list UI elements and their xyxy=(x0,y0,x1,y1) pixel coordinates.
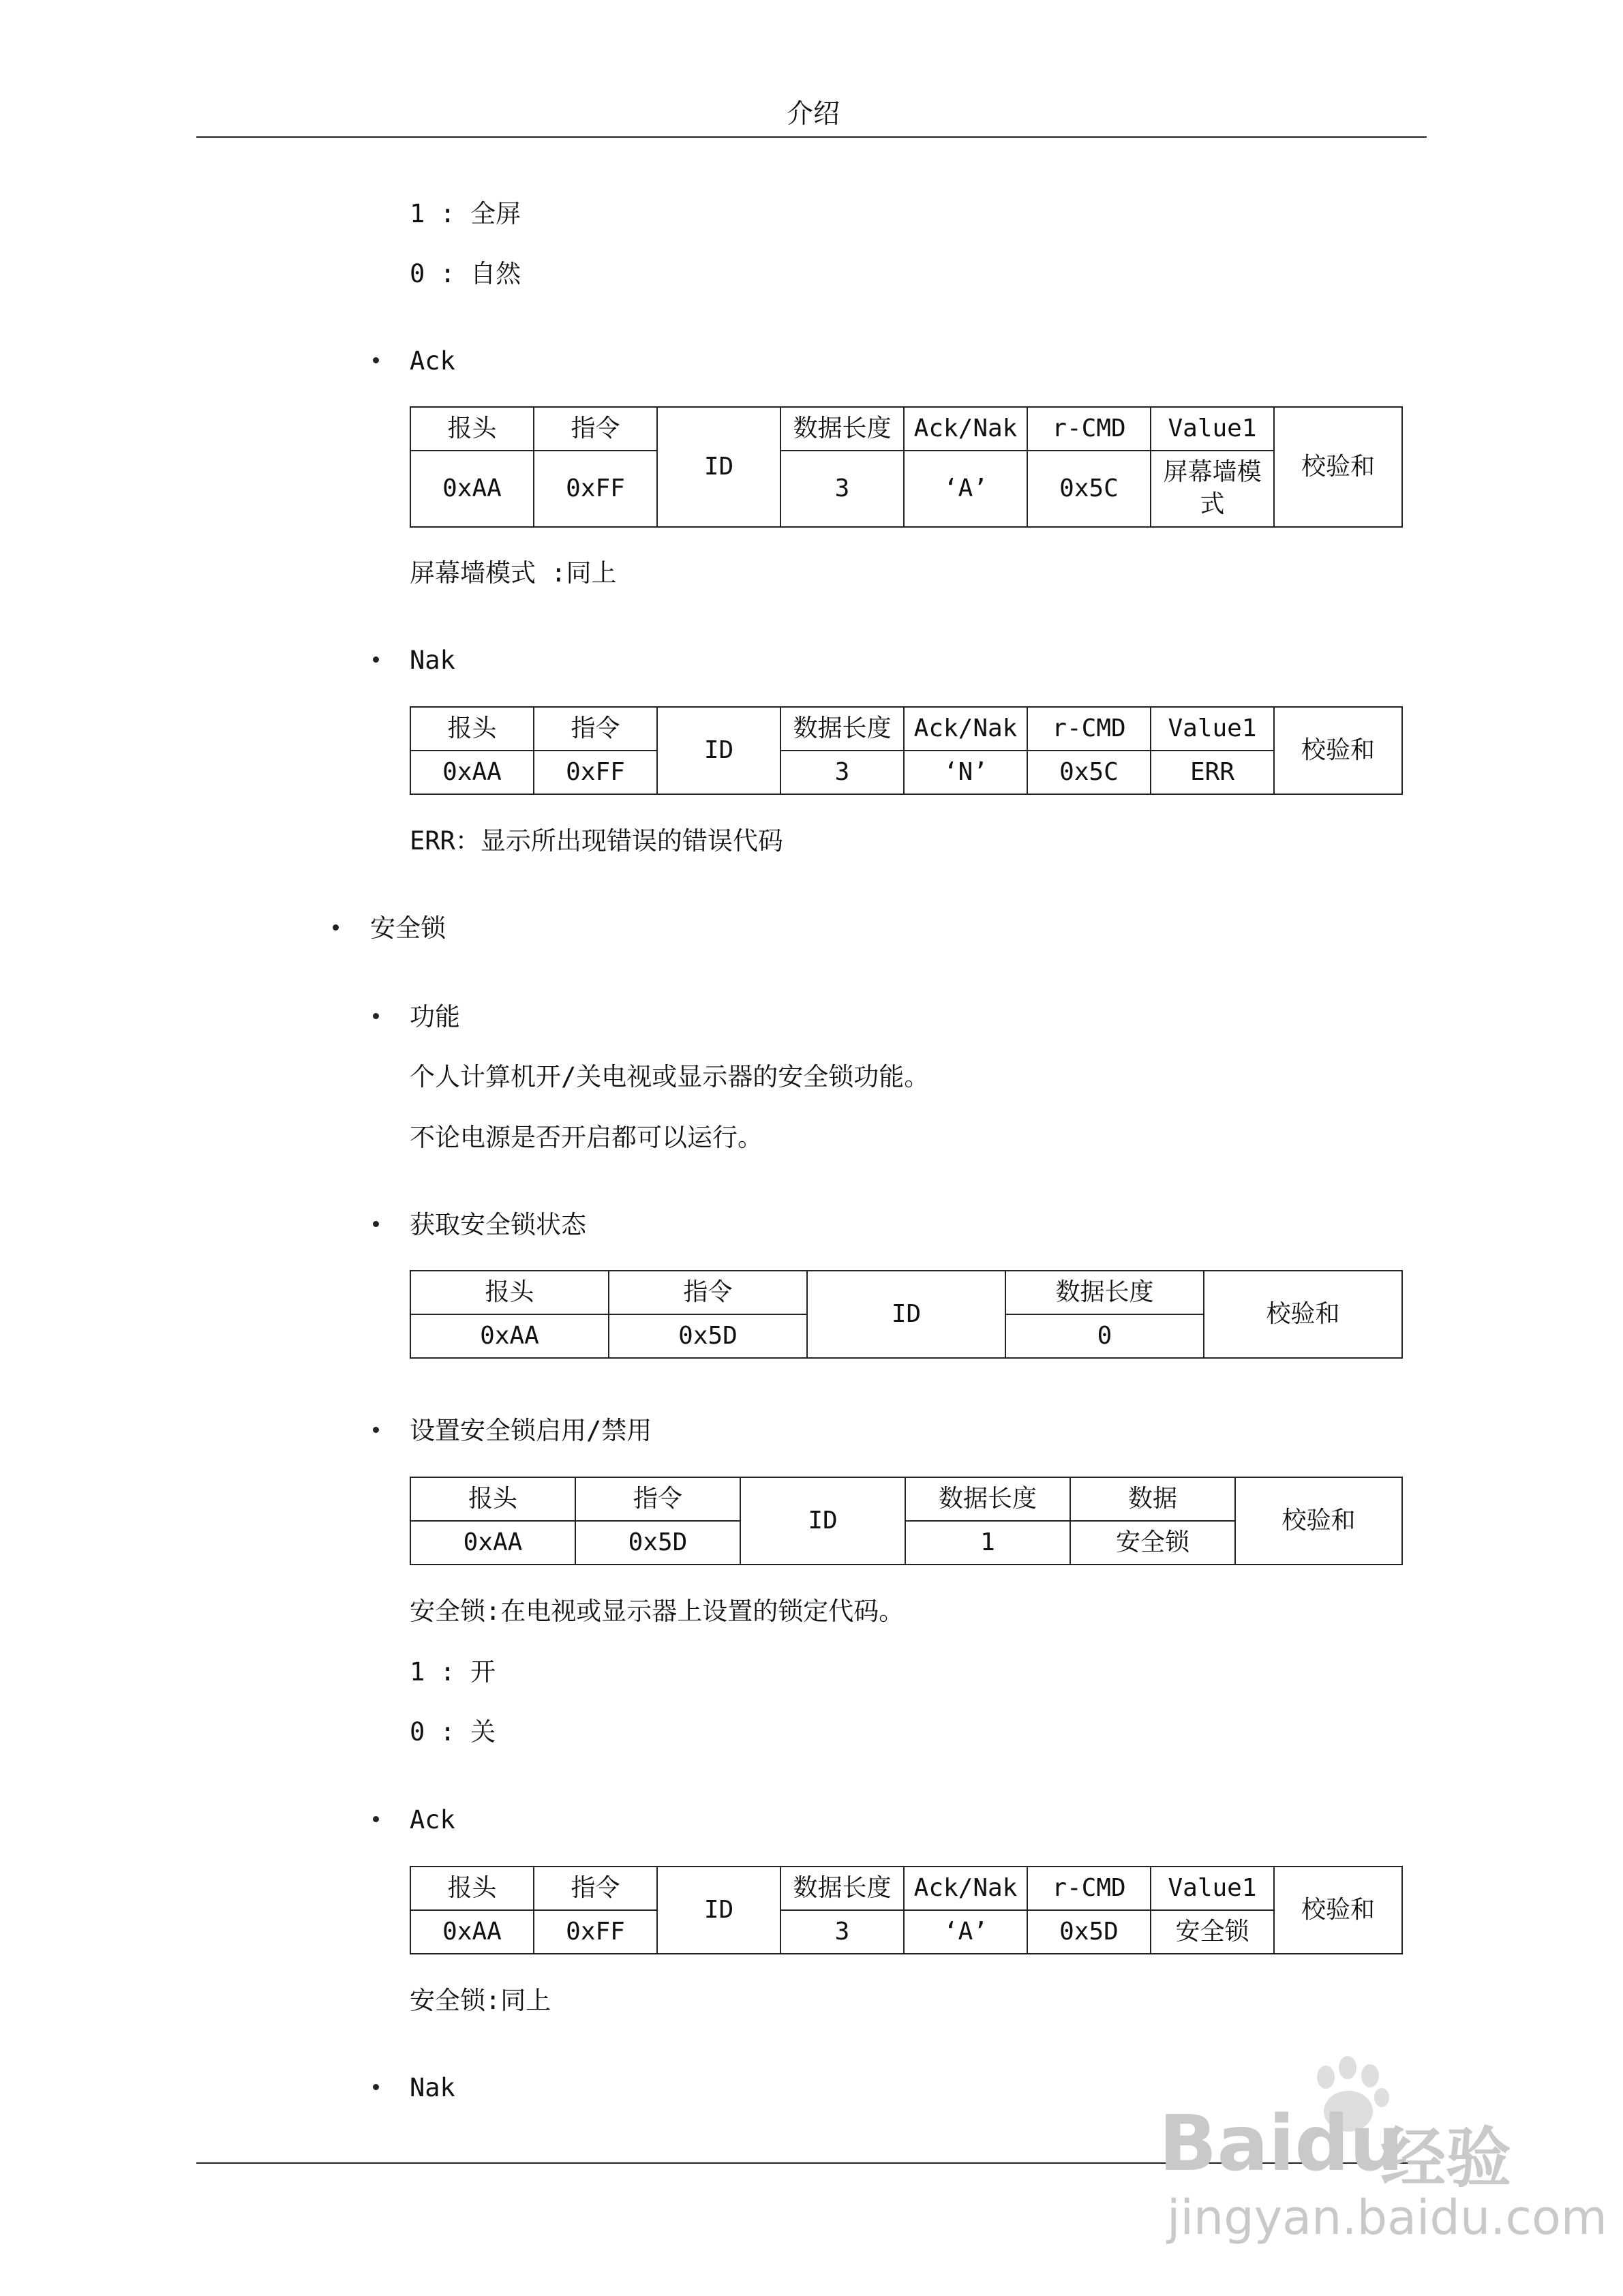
ack-lock-note: 安全锁:同上 xyxy=(410,1986,551,2015)
data-length-cell: 数据长度 xyxy=(905,1477,1070,1521)
nak-wall-table xyxy=(410,706,1403,795)
watermark-url: jingyan.baidu.com xyxy=(1167,2190,1607,2246)
header-value: 0xAA xyxy=(410,751,534,794)
bullet-dot xyxy=(373,1427,379,1433)
id-cell: ID xyxy=(807,1271,1005,1358)
page-header-title: 介绍 xyxy=(787,99,840,130)
header-value: 0xAA xyxy=(410,1521,575,1565)
checksum-cell: 校验和 xyxy=(1274,1867,1402,1954)
nak-wall-note: ERR：显示所出现错误的错误代码 xyxy=(410,826,783,856)
bullet-dot xyxy=(373,357,379,363)
command-cell: 指令 xyxy=(534,407,657,451)
value1-value: 屏幕墙模式 xyxy=(1151,451,1274,527)
command-value: 0xFF xyxy=(534,1910,657,1954)
ack-nak-value: ‘A’ xyxy=(904,451,1027,527)
set-lock-label: 设置安全锁启用/禁用 xyxy=(410,1416,652,1445)
header-value: 0xAA xyxy=(410,1314,609,1358)
ack-lock-table xyxy=(410,1866,1403,1954)
header-value: 0xAA xyxy=(410,451,534,527)
header-cell: 报头 xyxy=(410,707,534,751)
safety-lock-title: 安全锁 xyxy=(370,913,446,943)
function-desc-1: 个人计算机开/关电视或显示器的安全锁功能。 xyxy=(410,1062,930,1091)
bullet-dot xyxy=(333,924,339,931)
r-cmd-value: 0x5C xyxy=(1027,751,1151,794)
data-value: 安全锁 xyxy=(1070,1521,1235,1565)
command-value: 0xFF xyxy=(534,751,657,794)
ack-wall-table xyxy=(410,406,1403,528)
data-length-cell: 数据长度 xyxy=(1005,1271,1204,1314)
id-cell: ID xyxy=(657,1867,780,1954)
get-status-table xyxy=(410,1270,1403,1359)
header-cell: 报头 xyxy=(410,1271,609,1314)
data-length-value: 3 xyxy=(780,751,904,794)
command-value: 0xFF xyxy=(534,451,657,527)
ack-nak-value: ‘A’ xyxy=(904,1910,1027,1954)
r-cmd-cell: r-CMD xyxy=(1027,407,1151,451)
header-rule xyxy=(196,136,1427,138)
function-desc-2: 不论电源是否开启都可以运行。 xyxy=(410,1123,763,1152)
data-length-value: 0 xyxy=(1005,1314,1204,1358)
command-value: 0x5D xyxy=(609,1314,807,1358)
ack-nak-cell: Ack/Nak xyxy=(904,407,1027,451)
set-lock-on: 1 : 开 xyxy=(410,1657,496,1687)
header-cell: 报头 xyxy=(410,1867,534,1910)
bullet-dot xyxy=(373,1013,379,1019)
value1-cell: Value1 xyxy=(1151,407,1274,451)
command-value: 0x5D xyxy=(575,1521,740,1565)
bullet-dot xyxy=(373,656,379,663)
header-cell: 报头 xyxy=(410,1477,575,1521)
checksum-cell: 校验和 xyxy=(1235,1477,1402,1565)
data-length-value: 3 xyxy=(780,1910,904,1954)
id-cell: ID xyxy=(740,1477,905,1565)
id-cell: ID xyxy=(657,407,780,527)
checksum-cell: 校验和 xyxy=(1274,707,1402,794)
command-cell: 指令 xyxy=(575,1477,740,1521)
bullet-dot xyxy=(373,1221,379,1227)
r-cmd-cell: r-CMD xyxy=(1027,707,1151,751)
checksum-cell: 校验和 xyxy=(1204,1271,1402,1358)
header-cell: 报头 xyxy=(410,407,534,451)
set-lock-off: 0 : 关 xyxy=(410,1717,496,1747)
data-cell: 数据 xyxy=(1070,1477,1235,1521)
command-cell: 指令 xyxy=(534,1867,657,1910)
ack-lock-label: Ack xyxy=(410,1805,455,1834)
value1-value: 安全锁 xyxy=(1151,1910,1274,1954)
ack-wall-note: 屏幕墙模式 :同上 xyxy=(410,558,617,588)
bullet-dot xyxy=(373,2084,379,2090)
r-cmd-cell: r-CMD xyxy=(1027,1867,1151,1910)
id-cell: ID xyxy=(657,707,780,794)
command-cell: 指令 xyxy=(534,707,657,751)
watermark-product: 经验 xyxy=(1380,2120,1511,2196)
watermark-brand: Baidu xyxy=(1159,2100,1404,2188)
ack-wall-label: Ack xyxy=(410,346,455,376)
intro-natural-line: 0 : 自然 xyxy=(410,259,521,288)
ack-nak-cell: Ack/Nak xyxy=(904,1867,1027,1910)
r-cmd-value: 0x5D xyxy=(1027,1910,1151,1954)
data-length-value: 3 xyxy=(780,451,904,527)
value1-value: ERR xyxy=(1151,751,1274,794)
r-cmd-value: 0x5C xyxy=(1027,451,1151,527)
ack-nak-value: ‘N’ xyxy=(904,751,1027,794)
set-lock-note: 安全锁:在电视或显示器上设置的锁定代码。 xyxy=(410,1597,905,1626)
function-label: 功能 xyxy=(410,1002,460,1031)
checksum-cell: 校验和 xyxy=(1274,407,1402,527)
bullet-dot xyxy=(373,1816,379,1822)
ack-nak-cell: Ack/Nak xyxy=(904,707,1027,751)
set-lock-table xyxy=(410,1477,1403,1565)
command-cell: 指令 xyxy=(609,1271,807,1314)
data-length-value: 1 xyxy=(905,1521,1070,1565)
value1-cell: Value1 xyxy=(1151,1867,1274,1910)
data-length-cell: 数据长度 xyxy=(780,407,904,451)
value1-cell: Value1 xyxy=(1151,707,1274,751)
get-status-label: 获取安全锁状态 xyxy=(410,1210,586,1239)
intro-full-line: 1 : 全屏 xyxy=(410,199,521,228)
data-length-cell: 数据长度 xyxy=(780,707,904,751)
nak-lock-label: Nak xyxy=(410,2073,455,2102)
data-length-cell: 数据长度 xyxy=(780,1867,904,1910)
header-value: 0xAA xyxy=(410,1910,534,1954)
nak-wall-label: Nak xyxy=(410,646,455,675)
